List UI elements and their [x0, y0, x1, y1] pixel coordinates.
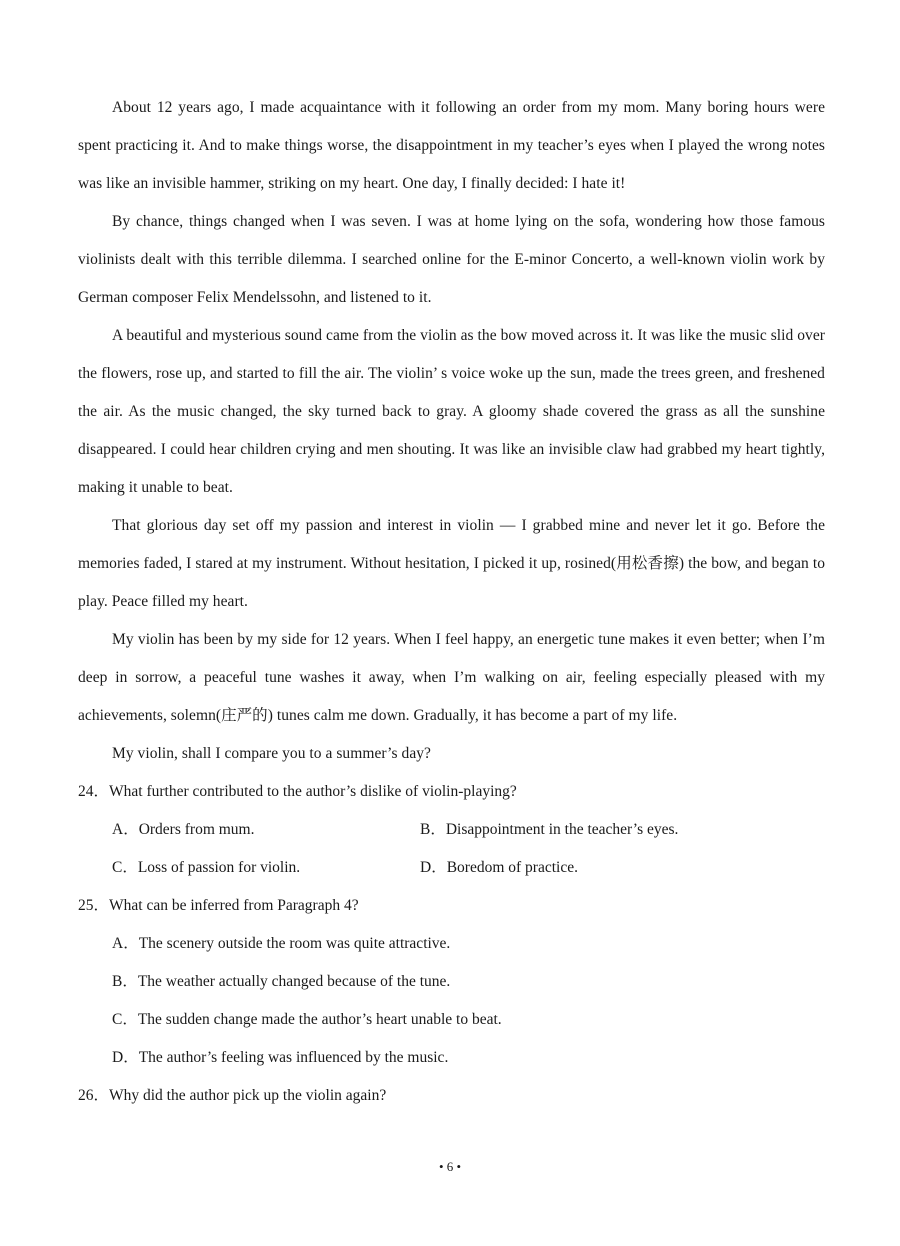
passage-paragraph-2: By chance, things changed when I was seven. I was at home lying on the sofa, wondering how those famous violinists dealt with this terrible dilemma. I searched online for the E-minor Concerto, a well-known violin work by German composer Felix Mendelssohn, and listened to it. — [78, 213, 825, 306]
question-25-stem: 25．What can be inferred from Paragraph 4? — [78, 897, 359, 914]
question-25-option-c: C．The sudden change made the author’s heart unable to beat. — [112, 1011, 502, 1028]
question-24-stem: 24．What further contributed to the author’s dislike of violin-playing? — [78, 783, 517, 800]
passage-paragraph-4: That glorious day set off my passion and interest in violin — I grabbed mine and never let it go. Before the memories faded, I stared at my instrument. Without hesitation, I picked it up, rosined(用松香擦) the bow, and began to play. Peace filled my heart. — [78, 517, 825, 610]
question-24-option-a: A．Orders from mum. — [112, 821, 255, 838]
question-24-option-d: D．Boredom of practice. — [420, 859, 578, 876]
question-24-options-row-2 — [78, 849, 825, 887]
passage-paragraph-5: My violin has been by my side for 12 years. When I feel happy, an energetic tune makes it even better; when I’m deep in sorrow, a peaceful tune washes it away, when I’m walking on air, feeling especially pleased with my achievements, solemn(庄严的) tunes calm me down. Gradually, it has become a part of my life. — [78, 631, 825, 724]
page-number: • 6 • — [438, 1159, 462, 1174]
passage-paragraph-6: My violin, shall I compare you to a summer’s day? — [112, 745, 431, 762]
passage-paragraph-3: A beautiful and mysterious sound came from the violin as the bow moved across it. It was like the music slid over the flowers, rose up, and started to fill the air. The violin’ s voice woke up the sun, made the trees green, and freshened the air. As the music changed, the sky turned back to gray. A gloomy shade covered the grass as all the sunshine disappeared. I could hear children crying and men shouting. It was like an invisible claw had grabbed my heart tightly, making it unable to beat. — [78, 327, 825, 496]
exam-page-content — [78, 89, 825, 1115]
question-26-stem: 26．Why did the author pick up the violin again? — [78, 1087, 387, 1104]
question-25-option-b: B．The weather actually changed because of the tune. — [112, 973, 451, 990]
question-24-options-row-1 — [78, 811, 825, 849]
question-25-option-a: A．The scenery outside the room was quite attractive. — [112, 935, 451, 952]
question-25-option-d: D．The author’s feeling was influenced by the music. — [112, 1049, 449, 1066]
question-24-option-c: C．Loss of passion for violin. — [112, 859, 301, 876]
passage-paragraph-1: About 12 years ago, I made acquaintance with it following an order from my mom. Many boring hours were spent practicing it. And to make things worse, the disappointment in my teacher’s eyes when I played the wrong notes was like an invisible hammer, striking on my heart. One day, I finally decided: I hate it! — [78, 99, 825, 192]
question-24-option-b: B．Disappointment in the teacher’s eyes. — [420, 821, 679, 838]
